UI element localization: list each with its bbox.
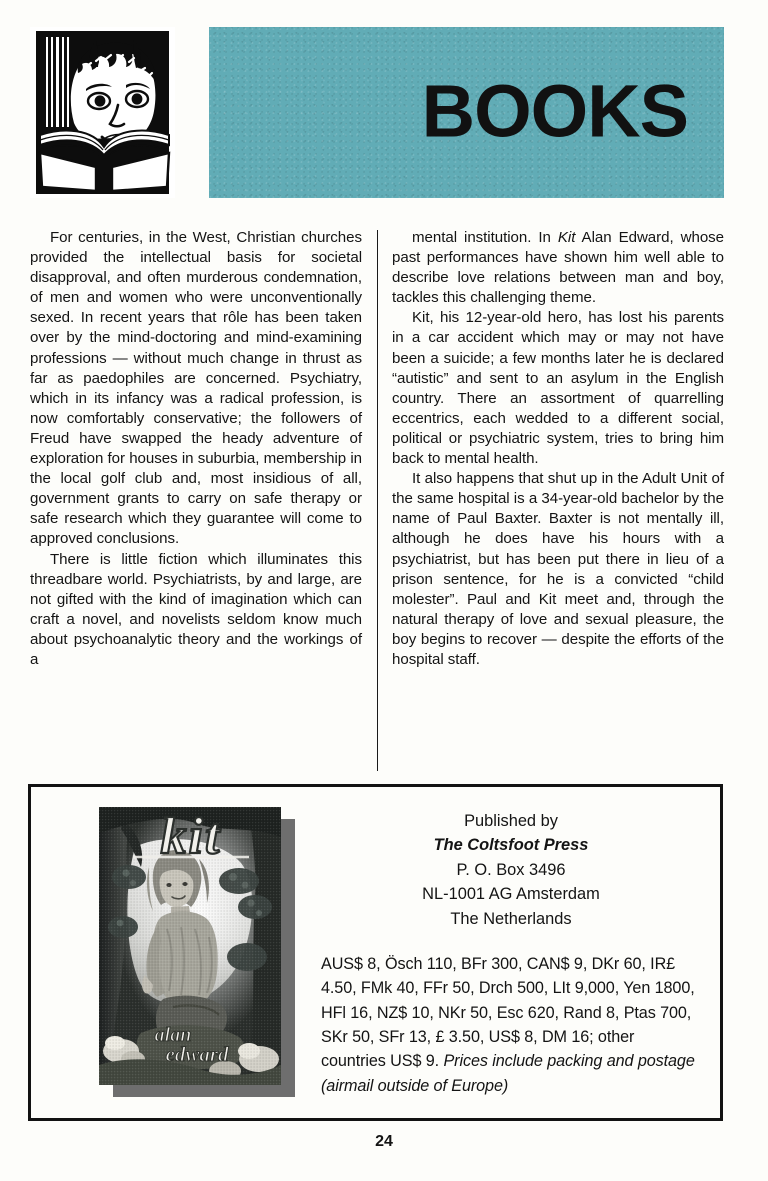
price-list-currencies: AUS$ 8, Ösch 110, BFr 300, CAN$ 9, DKr 60, IR£ 4.50, FMk 40, FFr 50, Drch 500, LIt 9,000, Yen 1800, HFl 16, NZ$ 10, NKr 50, Esc 620, Rand 8, Ptas 700, SKr 50, SFr 13, £ 3.50, US$ 8, DM 16; other countries US$ 9.	[321, 955, 695, 1071]
paragraph: There is little fiction which illuminates this threadbare world. Psychiatrists, by and large, are not gifted with the kind of imagination which can craft a novel, and novelists seldom know much about psychoanalytic theory and the workings of a	[30, 550, 362, 668]
publisher-info	[321, 809, 701, 1098]
book-title-italic: Kit	[557, 229, 576, 246]
publisher-country: The Netherlands	[450, 909, 572, 928]
publisher-address	[321, 809, 701, 931]
paragraph: For centuries, in the West, Christian churches provided the intellectual basis for societal disapproval, and often murderous condemnation, of men and women who were unconventionally sexed. In recent years that rôle has been taken over by the mind-doctoring and mind-examining professions — without much change in thrust as far as paedophiles are concerned. Psychiatry, which in its infancy was a radical profession, is now comfortably conservative; the followers of Freud have swapped the heady adventure of exploration for houses in suburbia, membership in the local golf club and, most insidious of all, government grants to carry on safe therapy or safe research which they guarantee will come to approved conclusions.	[30, 229, 362, 548]
article-body	[30, 228, 724, 773]
book-cover-photo-icon	[99, 807, 281, 1085]
paragraph-text-before: mental institution. In	[412, 229, 558, 246]
publisher-city: NL-1001 AG Amsterdam	[422, 885, 600, 904]
price-list-note: Prices include packing and postage (airmail outside of Europe)	[321, 1052, 695, 1095]
paragraph: Kit, his 12-year-old hero, has lost his parents in a car accident which may or may not have been a suicide; a few months later he is declared “autistic” and sent to an asylum in the English country. There an assortment of quarrelling eccentrics, each wedded to a different social, political or psychiatric system, tries to bring him back to mental health.	[392, 309, 724, 468]
svg-text:edward: edward	[165, 1042, 229, 1066]
books-banner	[209, 27, 724, 198]
masthead	[30, 27, 724, 198]
book-info-panel	[28, 784, 723, 1121]
publisher-pobox: P. O. Box 3496	[456, 860, 566, 879]
publisher-name: The Coltsfoot Press	[433, 836, 589, 855]
paragraph-text-after: Alan Edward, whose past performances have shown him well able to describe love relations between man and boy, tackles this challenging theme.	[392, 229, 725, 307]
paragraph: It also happens that shut up in the Adult Unit of the same hospital is a 34-year-old bachelor by the name of Paul Baxter. Baxter is not mentally ill, although he does have his hours with a psychiatrist, but has been put there in lieu of a prison sentence, for he is a convicted “child molester”. Paul and Kit meet and, through the natural therapy of love and sexual pleasure, the boy begins to recover — despite the efforts of the hospital staff.	[392, 470, 724, 668]
books-section-logo	[30, 27, 175, 198]
svg-text:alan: alan	[154, 1024, 192, 1046]
price-list	[321, 952, 701, 1098]
article-column-left	[30, 228, 362, 670]
column-divider-rule	[377, 230, 378, 771]
published-by-label: Published by	[464, 812, 558, 830]
child-reading-book-icon	[30, 27, 175, 198]
book-cover-image	[99, 807, 281, 1085]
article-column-right	[392, 228, 724, 670]
paragraph	[392, 228, 724, 308]
svg-text:kit: kit	[160, 808, 222, 865]
book-cover-figure	[99, 807, 295, 1097]
page-number: 24	[375, 1133, 393, 1150]
page-title: BOOKS	[421, 69, 688, 153]
